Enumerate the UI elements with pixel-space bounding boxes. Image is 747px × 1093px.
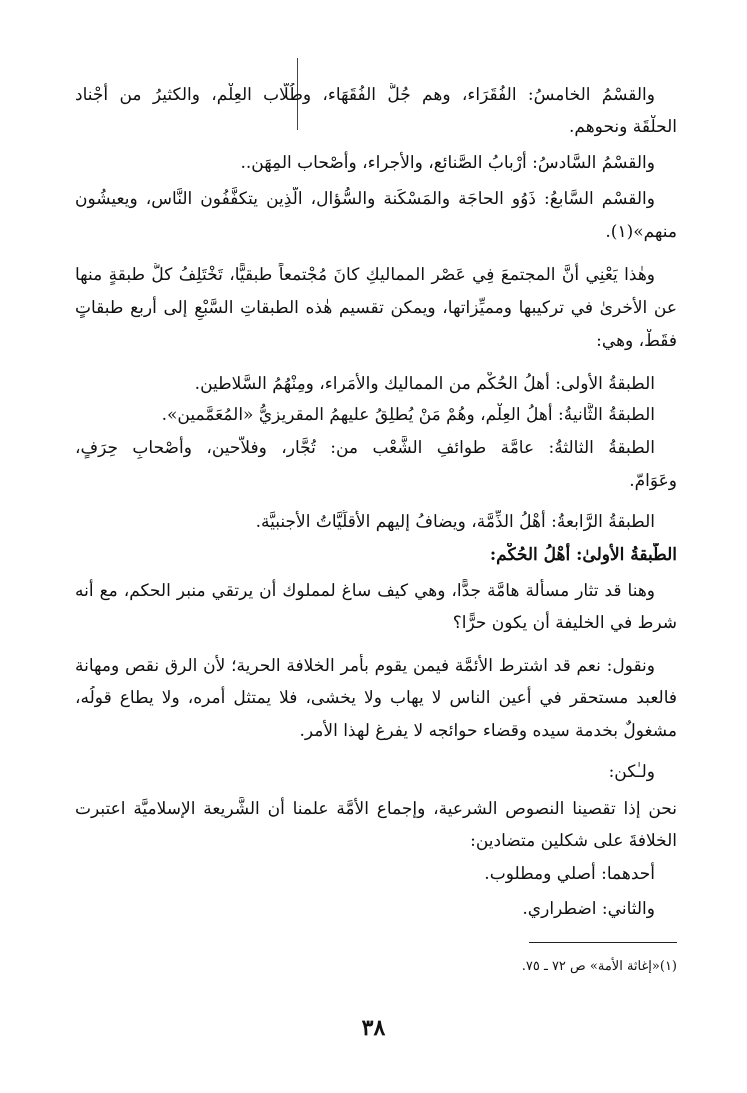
text-line: منهم»(١). <box>605 222 677 242</box>
text-line: والقسْمُ السَّادسُ: أرْبابُ الصَّنائع، والأُجراء، وأصْحاب المِهَن.. <box>240 153 655 173</box>
text-line: الطبقةُ الأولى: أهلُ الحُكْم من المماليك والأُمَراء، ومِنْهُمُ السَّلاطين. <box>194 374 655 394</box>
text-line: الخلافةَ على شكلين متضادين: <box>470 831 677 851</box>
text-line: الطبقةُ الرَّابعةُ: أهْلُ الذِّمَّة، ويضافُ إليهم الأقلِّيَّاتُ الأجنبيَّة. <box>255 512 655 532</box>
text-line: وهٰذا يَعْنِي أنَّ المجتمعَ فِي عَصْر المماليكِ كانَ مُجْتمعاً طبقيًّا، تَخْتَلِفُ كلُّ طبقةٍ منها <box>75 265 655 285</box>
text-line: ونقول: نعم قد اشترط الأئمَّة فيمن يقوم بأمر الخلافة الحرية؛ لأن الرق نقص ومهانة <box>75 656 655 676</box>
text-line: عن الأخرىٰ في تركيبها ومميِّزاتها، ويمكن تقسيم هٰذه الطبقاتِ السَّبْعِ إلى أربع طبقاتٍ <box>75 298 677 318</box>
text-line: فقَطْ، وهي: <box>596 331 677 351</box>
text-line: وهنا قد تثار مسألة هامَّة جدًّا، وهي كيف ساغ لمملوك أن يرتقي منبر الحكم، مع أنه <box>75 581 655 601</box>
text-line: وعَوَامّ. <box>629 471 677 491</box>
text-line: الطبقةُ الثَّانيةُ: أهلُ العِلْم، وهُمْ مَنْ يُطلِقُ عليهمُ المقريزيُّ «المُعَمَّمين». <box>161 405 655 425</box>
section-heading: الطَّبقةُ الأولىٰ: أهْلُ الحُكْم: <box>489 545 677 565</box>
text-line: شرط في الخليفة أن يكون حرًّا؟ <box>452 613 677 633</box>
text-line: والقسْمُ الخامسُ: الفُقَرَاء، وهم جُلُّ الفُقَهَاء، وطُلَّاب العِلْم، والكثيرُ من أجْناد <box>75 85 655 105</box>
text-line: الحلْقَة ونحوهم. <box>568 117 677 137</box>
footnote: (١)«إغاثة الأمة» ص ٧٢ ـ ٧٥. <box>521 959 677 974</box>
text-line: والقسْم السَّابعُ: ذَوُو الحاجَة والمَسْكَنة والسُّؤال، الَّذِين يتكفَّفُون النَّاس، ويعيشُون <box>75 189 655 209</box>
text-line: الطبقةُ الثالثةُ: عامَّة طوائفِ الشَّعْب من: تُجَّار، وفلاَّحين، وأصْحابِ حِرَفٍ، <box>75 438 655 458</box>
text-line: والثاني: اضطراري. <box>522 899 655 919</box>
text-line: فالعبد مستحقر في أعين الناس لا يهاب ولا يخشى، فلا يمتثل أمره، ولا يطاع قولُه، <box>75 688 677 708</box>
page-number: ٣٨ <box>361 1015 386 1041</box>
footnote-separator <box>529 942 677 943</box>
text-line: أحدهما: أصلي ومطلوب. <box>484 864 655 884</box>
text-line: مشغولٌ بخدمة سيده وقضاء حوائجه لا يفرغ لهذا الأمر. <box>299 721 677 741</box>
text-line: نحن إذا تقصينا النصوص الشرعية، وإجماع الأمَّة علمنا أن الشَّريعة الإسلاميَّة اعتبرت <box>75 799 677 819</box>
text-line: ولـٰكن: <box>608 762 655 782</box>
